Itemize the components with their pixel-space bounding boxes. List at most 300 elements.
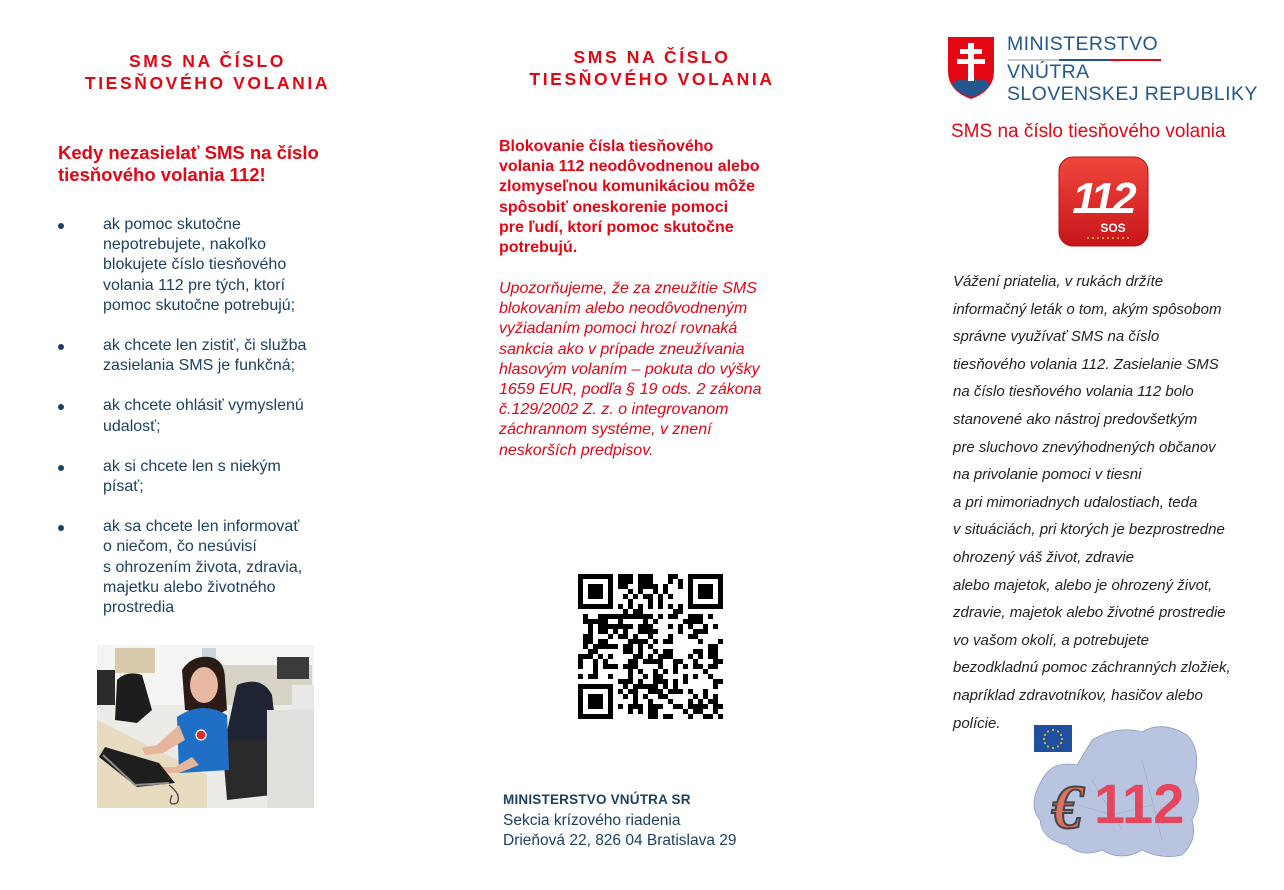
qr-module — [703, 669, 708, 674]
qr-module — [633, 639, 638, 644]
qr-module — [713, 644, 718, 649]
headline — [75, 50, 340, 94]
qr-module — [668, 639, 673, 644]
qr-module — [713, 654, 718, 659]
qr-module — [638, 624, 643, 629]
qr-module — [603, 624, 608, 629]
qr-module — [703, 604, 708, 609]
qr-module — [668, 654, 673, 659]
qr-module — [593, 604, 598, 609]
qr-module — [718, 574, 723, 579]
qr-module — [698, 649, 703, 654]
qr-module — [708, 714, 713, 719]
qr-module — [668, 574, 673, 579]
qr-module — [628, 589, 633, 594]
qr-module — [648, 684, 653, 689]
qr-module — [698, 604, 703, 609]
address-department: Sekcia krízového riadenia — [503, 811, 681, 829]
qr-module — [688, 619, 693, 624]
qr-module — [643, 594, 648, 599]
qr-module — [638, 649, 643, 654]
qr-module — [638, 589, 643, 594]
qr-module — [713, 694, 718, 699]
qr-module — [593, 659, 598, 664]
qr-module — [593, 699, 598, 704]
qr-module — [618, 704, 623, 709]
qr-module — [658, 599, 663, 604]
qr-module — [643, 694, 648, 699]
qr-module — [578, 709, 583, 714]
e-letter-icon: € — [1052, 774, 1083, 842]
qr-module — [623, 634, 628, 639]
qr-module — [713, 664, 718, 669]
qr-module — [593, 589, 598, 594]
qr-module — [608, 584, 613, 589]
qr-module — [648, 714, 653, 719]
qr-module — [618, 624, 623, 629]
qr-module — [698, 654, 703, 659]
qr-module — [633, 659, 638, 664]
qr-module — [648, 579, 653, 584]
qr-module — [628, 644, 633, 649]
qr-module — [688, 579, 693, 584]
qr-module — [683, 709, 688, 714]
qr-module — [698, 594, 703, 599]
qr-module — [658, 594, 663, 599]
qr-module — [608, 689, 613, 694]
qr-module — [583, 654, 588, 659]
qr-module — [593, 584, 598, 589]
qr-module — [628, 649, 633, 654]
qr-module — [658, 694, 663, 699]
qr-module — [603, 664, 608, 669]
qr-module — [628, 579, 633, 584]
qr-module — [608, 614, 613, 619]
qr-module — [668, 604, 673, 609]
qr-module — [598, 594, 603, 599]
qr-module — [653, 619, 658, 624]
qr-module — [673, 609, 678, 614]
bullet-icon — [58, 465, 64, 471]
qr-module — [683, 674, 688, 679]
qr-module — [588, 634, 593, 639]
qr-module — [693, 664, 698, 669]
headline-line: SMS NA ČÍSLO — [129, 51, 286, 71]
qr-module — [658, 659, 663, 664]
qr-module — [643, 619, 648, 624]
qr-module — [593, 704, 598, 709]
tricolor-divider — [1008, 59, 1161, 61]
qr-module — [598, 714, 603, 719]
qr-module — [713, 659, 718, 664]
qr-module — [638, 614, 643, 619]
qr-module — [623, 694, 628, 699]
qr-module — [693, 634, 698, 639]
qr-module — [713, 684, 718, 689]
eu-112-number: 112 — [1094, 772, 1185, 835]
qr-module — [688, 604, 693, 609]
qr-module — [623, 644, 628, 649]
qr-module — [618, 619, 623, 624]
headline — [517, 46, 787, 90]
qr-module — [623, 574, 628, 579]
address-street: Drieňová 22, 826 04 Bratislava 29 — [503, 832, 737, 849]
qr-module — [593, 714, 598, 719]
qr-module — [618, 614, 623, 619]
list-item-text: ak chcete ohlásiť vymyslenú udalosť; — [103, 397, 304, 435]
qr-module — [643, 624, 648, 629]
qr-module — [578, 589, 583, 594]
qr-module — [578, 689, 583, 694]
qr-module — [588, 594, 593, 599]
list-item — [58, 215, 358, 316]
qr-module — [698, 639, 703, 644]
qr-module — [623, 614, 628, 619]
qr-module — [578, 604, 583, 609]
qr-module — [683, 619, 688, 624]
intro-text: Vážení priatelia, v rukách držíte informačný leták o tom, akým spôsobom správne využívať SMS na číslo tiesňového volania 112. Zasielanie SMS na číslo tiesňového volania 112 bolo stanovené ako nástroj predovšetkým pre sluchovo znevýhodnených občanov na privolanie pomoci v tiesni a pri mimoriadnych udalostiach, teda v situáciách, pri ktorých je bezprostredne ohrozený váš život, zdravie alebo majetok, alebo je ohrozený život, zdravie, majetok alebo životné prostredie vo vašom okolí, a potrebujete bezodkladnú pomoc záchranných zložiek, napríklad zdravotníkov, hasičov alebo polície. — [953, 273, 1231, 732]
qr-module — [678, 624, 683, 629]
headline-line: TIESŇOVÉHO VOLANIA — [529, 69, 775, 89]
qr-module — [718, 584, 723, 589]
qr-module — [663, 649, 668, 654]
bullet-icon — [58, 404, 64, 410]
qr-module — [588, 584, 593, 589]
qr-module — [708, 604, 713, 609]
qr-module — [708, 664, 713, 669]
qr-module — [633, 614, 638, 619]
qr-module — [688, 699, 693, 704]
qr-module — [708, 649, 713, 654]
qr-module — [668, 649, 673, 654]
qr-module — [708, 654, 713, 659]
list-item — [58, 336, 358, 376]
qr-module — [718, 679, 723, 684]
qr-module — [578, 654, 583, 659]
qr-module — [608, 644, 613, 649]
qr-module — [648, 699, 653, 704]
qr-module — [648, 584, 653, 589]
qr-module — [618, 604, 623, 609]
qr-module — [648, 644, 653, 649]
qr-module — [593, 669, 598, 674]
eu-112-logo — [1022, 720, 1208, 865]
qr-module — [628, 639, 633, 644]
qr-module — [613, 629, 618, 634]
qr-module — [668, 714, 673, 719]
qr-module — [713, 679, 718, 684]
qr-module — [623, 609, 628, 614]
qr-module — [648, 594, 653, 599]
qr-module — [638, 704, 643, 709]
qr-module — [628, 679, 633, 684]
qr-module — [693, 704, 698, 709]
qr-module — [648, 574, 653, 579]
qr-module — [673, 574, 678, 579]
qr-module — [653, 709, 658, 714]
qr-module — [623, 679, 628, 684]
qr-code-icon[interactable] — [578, 574, 723, 719]
qr-module — [708, 574, 713, 579]
qr-module — [608, 714, 613, 719]
qr-module — [718, 714, 723, 719]
qr-module — [703, 589, 708, 594]
qr-module — [603, 644, 608, 649]
qr-module — [618, 584, 623, 589]
qr-module — [588, 604, 593, 609]
qr-module — [668, 689, 673, 694]
qr-module — [663, 679, 668, 684]
qr-module — [703, 714, 708, 719]
qr-module — [633, 654, 638, 659]
qr-module — [683, 664, 688, 669]
qr-module — [603, 619, 608, 624]
qr-module — [693, 649, 698, 654]
qr-module — [623, 579, 628, 584]
qr-module — [643, 684, 648, 689]
qr-module — [628, 669, 633, 674]
qr-module — [588, 674, 593, 679]
qr-module — [578, 684, 583, 689]
qr-module — [598, 614, 603, 619]
qr-module — [633, 609, 638, 614]
qr-module — [578, 704, 583, 709]
qr-module — [688, 704, 693, 709]
qr-module — [583, 634, 588, 639]
qr-module — [703, 704, 708, 709]
qr-module — [578, 674, 583, 679]
qr-module — [668, 634, 673, 639]
qr-module — [693, 659, 698, 664]
qr-module — [658, 664, 663, 669]
bullet-icon — [58, 223, 64, 229]
qr-module — [663, 694, 668, 699]
qr-module — [698, 709, 703, 714]
qr-module — [653, 674, 658, 679]
qr-module — [608, 654, 613, 659]
qr-module — [588, 589, 593, 594]
qr-module — [628, 574, 633, 579]
qr-module — [613, 644, 618, 649]
qr-module — [628, 604, 633, 609]
qr-module — [598, 584, 603, 589]
qr-module — [713, 704, 718, 709]
qr-module — [588, 629, 593, 634]
qr-module — [623, 649, 628, 654]
bullet-icon — [58, 525, 64, 531]
qr-module — [583, 644, 588, 649]
qr-module — [713, 709, 718, 714]
qr-module — [653, 629, 658, 634]
qr-module — [608, 599, 613, 604]
qr-module — [578, 599, 583, 604]
qr-module — [663, 654, 668, 659]
qr-module — [703, 574, 708, 579]
penalty-notice-text: Upozorňujeme, že za zneužitie SMS blokovaním alebo neodôvodneným vyžiadaním pomoci hrozí rovnaká sankcia ako v prípade zneužívania hlasovým volaním – pokuta do výšky 1659 EUR, podľa § 19 ods. 2 zákona č.129/2002 Z. z. o integrovanom záchrannom systéme, v znení neskorších predpisov. — [499, 280, 762, 459]
qr-module — [688, 714, 693, 719]
qr-module — [698, 584, 703, 589]
qr-module — [623, 594, 628, 599]
qr-module — [588, 574, 593, 579]
qr-module — [633, 684, 638, 689]
qr-module — [678, 584, 683, 589]
qr-module — [653, 589, 658, 594]
tagline: SMS na číslo tiesňového volania — [951, 121, 1226, 142]
qr-module — [658, 604, 663, 609]
qr-module — [638, 669, 643, 674]
qr-module — [603, 714, 608, 719]
qr-module — [698, 589, 703, 594]
qr-module — [718, 594, 723, 599]
qr-module — [658, 704, 663, 709]
qr-module — [583, 604, 588, 609]
qr-module — [693, 709, 698, 714]
qr-module — [673, 614, 678, 619]
qr-module — [628, 614, 633, 619]
subheading-text: Kedy nezasielať SMS na číslo tiesňového volania 112! — [58, 142, 319, 185]
qr-module — [613, 624, 618, 629]
qr-module — [698, 574, 703, 579]
qr-module — [593, 684, 598, 689]
qr-module — [608, 624, 613, 629]
qr-module — [578, 664, 583, 669]
qr-module — [653, 679, 658, 684]
qr-module — [583, 614, 588, 619]
qr-module — [588, 654, 593, 659]
qr-module — [638, 679, 643, 684]
qr-module — [708, 584, 713, 589]
qr-module — [693, 619, 698, 624]
emergency-112-sos-icon — [1057, 155, 1150, 248]
qr-module — [583, 684, 588, 689]
ministry-name — [1007, 33, 1258, 105]
qr-module — [603, 574, 608, 579]
qr-module — [668, 699, 673, 704]
qr-module — [693, 604, 698, 609]
qr-module — [643, 574, 648, 579]
qr-module — [698, 664, 703, 669]
qr-module — [688, 584, 693, 589]
qr-module — [608, 674, 613, 679]
qr-module — [628, 664, 633, 669]
qr-module — [658, 679, 663, 684]
qr-module — [588, 704, 593, 709]
qr-module — [673, 669, 678, 674]
qr-module — [703, 694, 708, 699]
qr-module — [628, 674, 633, 679]
qr-module — [633, 664, 638, 669]
qr-module — [588, 649, 593, 654]
qr-module — [638, 579, 643, 584]
qr-module — [638, 644, 643, 649]
qr-module — [603, 614, 608, 619]
qr-module — [588, 619, 593, 624]
qr-module — [598, 694, 603, 699]
ministry-name-line: SLOVENSKEJ REPUBLIKY — [1007, 83, 1258, 105]
qr-module — [688, 589, 693, 594]
qr-module — [603, 629, 608, 634]
qr-module — [628, 689, 633, 694]
qr-module — [628, 709, 633, 714]
qr-module — [628, 704, 633, 709]
qr-module — [718, 639, 723, 644]
qr-module — [593, 674, 598, 679]
qr-module — [688, 574, 693, 579]
qr-module — [598, 699, 603, 704]
qr-module — [633, 594, 638, 599]
slovak-coat-of-arms-icon — [946, 35, 1002, 101]
warning-bold-text: Blokovanie čísla tiesňového volania 112 neodôvodnenou alebo zlomyseľnou komunikáciou môže spôsobiť oneskorenie pomoci pre ľudí, ktorí pomoc skutočne potrebujú. — [499, 138, 760, 257]
qr-module — [718, 659, 723, 664]
qr-module — [598, 684, 603, 689]
qr-module — [598, 629, 603, 634]
qr-module — [648, 614, 653, 619]
qr-module — [643, 629, 648, 634]
qr-module — [653, 659, 658, 664]
qr-module — [608, 704, 613, 709]
qr-module — [618, 579, 623, 584]
qr-module — [618, 689, 623, 694]
qr-module — [608, 709, 613, 714]
qr-module — [588, 624, 593, 629]
qr-module — [598, 644, 603, 649]
qr-module — [713, 574, 718, 579]
qr-module — [578, 584, 583, 589]
qr-module — [578, 594, 583, 599]
qr-module — [638, 574, 643, 579]
qr-module — [713, 604, 718, 609]
qr-module — [593, 649, 598, 654]
qr-module — [588, 684, 593, 689]
qr-module — [703, 629, 708, 634]
qr-module — [648, 704, 653, 709]
qr-module — [713, 624, 718, 629]
qr-module — [643, 674, 648, 679]
list-item-text: ak si chcete len s niekým písať; — [103, 457, 281, 496]
qr-module — [593, 664, 598, 669]
ministry-name-line: VNÚTRA — [1007, 61, 1090, 83]
list-item — [58, 457, 358, 497]
qr-module — [678, 579, 683, 584]
panel-left — [0, 0, 420, 890]
qr-module — [583, 639, 588, 644]
qr-module — [708, 589, 713, 594]
qr-module — [713, 699, 718, 704]
qr-module — [638, 629, 643, 634]
qr-module — [603, 684, 608, 689]
qr-module — [668, 614, 673, 619]
qr-module — [608, 634, 613, 639]
bullet-icon — [58, 344, 64, 350]
qr-module — [688, 599, 693, 604]
qr-module — [648, 624, 653, 629]
qr-module — [588, 694, 593, 699]
ministry-name-line: MINISTERSTVO — [1007, 33, 1159, 55]
list-item — [58, 396, 358, 436]
qr-module — [698, 699, 703, 704]
qr-module — [608, 684, 613, 689]
qr-module — [688, 634, 693, 639]
qr-module — [653, 689, 658, 694]
operator-photo — [97, 645, 314, 808]
qr-module — [708, 594, 713, 599]
list-item — [58, 517, 358, 618]
qr-module — [648, 634, 653, 639]
qr-module — [688, 594, 693, 599]
qr-module — [658, 674, 663, 679]
qr-module — [638, 604, 643, 609]
address-block — [503, 790, 737, 852]
